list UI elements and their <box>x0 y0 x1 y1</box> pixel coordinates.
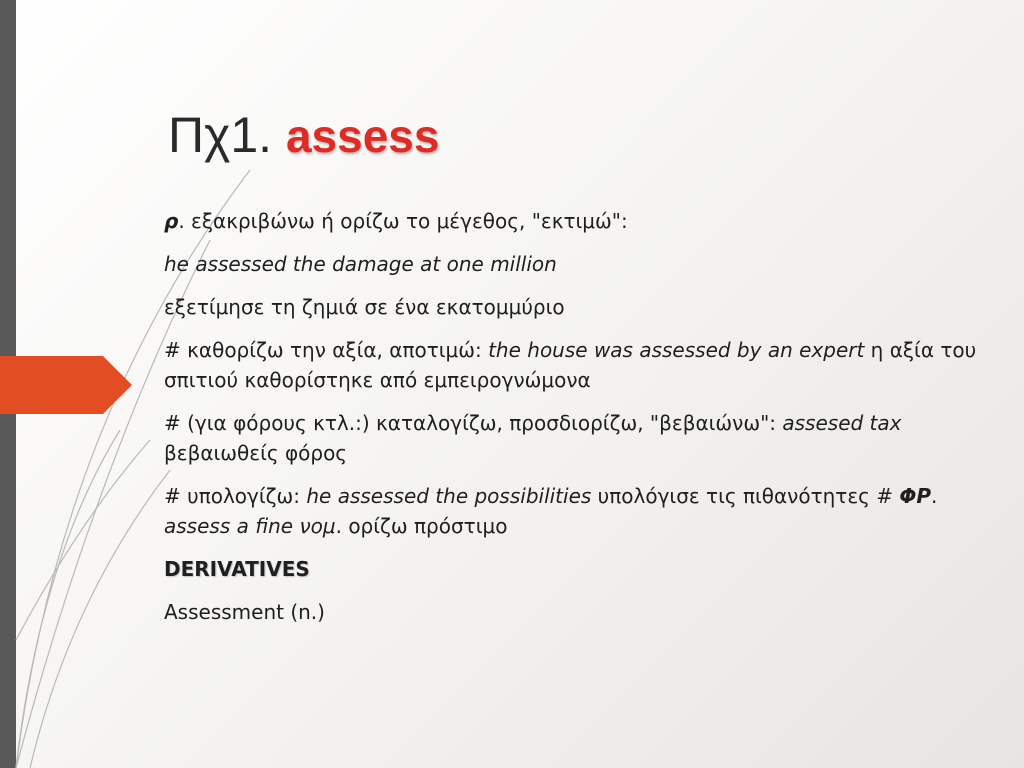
phrase-abbrev: ΦΡ <box>899 484 932 508</box>
title-word: assess <box>285 110 440 162</box>
part-of-speech: ρ <box>164 209 179 233</box>
derivatives-heading-line <box>164 554 994 584</box>
phrase-example: assess a fine νομ <box>164 514 336 538</box>
sense-3-translation: βεβαιωθείς φόρος <box>164 441 348 465</box>
sense-3-text: # (για φόρους κτλ.:) καταλογίζω, προσδιορίζω, "βεβαιώνω": <box>164 411 783 435</box>
definition-line <box>164 206 994 236</box>
sense-4 <box>164 481 994 541</box>
dictionary-entry <box>164 206 994 640</box>
sense-3-example: assesed tax <box>782 411 902 435</box>
sense-4-example: he assessed the possibilities <box>306 484 592 508</box>
phrase-dot: . <box>931 484 938 508</box>
sense-2-text: # καθορίζω την αξία, αποτιμώ: <box>164 338 489 362</box>
sense-4-text: # υπολογίζω: <box>164 484 307 508</box>
derivatives-heading: DERIVATIVES <box>164 557 310 581</box>
sense-2-translation: η αξία του σπιτιού καθορίστηκε από εμπειρογνώμονα <box>164 338 977 392</box>
sense-4-translation: υπολόγισε τις πιθανότητες # <box>591 484 900 508</box>
sense-2-example: the house was assessed by an expert <box>488 338 865 362</box>
example-english-line <box>164 249 994 279</box>
sense-3 <box>164 408 994 468</box>
example-english: he assessed the damage at one million <box>164 252 557 276</box>
derivative-line <box>164 597 994 627</box>
title-prefix: Πχ1. <box>168 107 273 163</box>
derivative-item: Assessment (n.) <box>164 600 325 624</box>
sense-2 <box>164 335 994 395</box>
phrase-translation: . ορίζω πρόστιμο <box>335 514 508 538</box>
example-greek: εξετίμησε τη ζημιά σε ένα εκατομμύριο <box>164 295 565 319</box>
slide-title <box>168 107 440 163</box>
example-greek-line <box>164 292 994 322</box>
definition-text: . εξακριβώνω ή ορίζω το μέγεθος, "εκτιμώ": <box>178 209 628 233</box>
